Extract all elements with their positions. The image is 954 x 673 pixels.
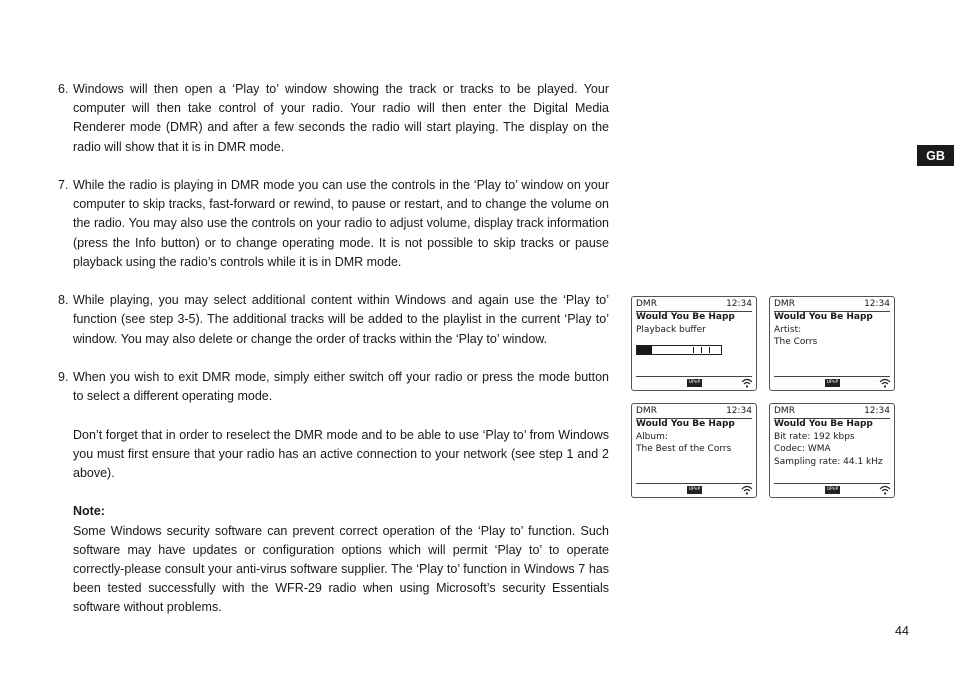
display-mode: DMR bbox=[774, 299, 795, 309]
display-line: The Corrs bbox=[774, 337, 818, 347]
display-track: Would You Be Happ bbox=[774, 312, 873, 322]
step-number: 8. bbox=[58, 293, 69, 308]
note-title: Note: bbox=[73, 504, 105, 519]
step-9 bbox=[58, 368, 609, 406]
display-line: Codec: WMA bbox=[774, 444, 831, 454]
page-number: 44 bbox=[895, 624, 909, 638]
display-line: Playback buffer bbox=[636, 324, 706, 335]
buffer-progress-bar bbox=[636, 345, 722, 355]
display-mode: DMR bbox=[774, 406, 795, 416]
upnp-badge: UPnP bbox=[688, 487, 701, 492]
step-8 bbox=[58, 291, 609, 349]
step-text: While the radio is playing in DMR mode you can use the controls in the ‘Play to’ window on your computer to skip tracks, fast-forward or rewind, to pause or restart, and to change the volume on the radio. You may also use the controls on your radio to adjust volume, display track information (press the Info button) or to change operating mode. It is not possible to skip tracks or pause playback using the radio’s controls while it is in DMR mode. bbox=[73, 178, 609, 269]
display-line: Artist: bbox=[774, 324, 802, 335]
display-line: The Best of the Corrs bbox=[636, 444, 732, 454]
display-track: Would You Be Happ bbox=[636, 312, 735, 322]
upnp-badge: UPnP bbox=[826, 487, 839, 492]
upnp-badge: UPnP bbox=[826, 380, 839, 385]
display-line: Album: bbox=[636, 431, 668, 442]
radio-display-artist bbox=[769, 296, 895, 391]
display-mode: DMR bbox=[636, 406, 657, 416]
step-6 bbox=[58, 80, 609, 157]
instructions-body bbox=[58, 80, 609, 618]
step-text: When you wish to exit DMR mode, simply either switch off your radio or press the mode button to select a different operating mode. bbox=[73, 370, 609, 404]
display-line: Bit rate: 192 kbps bbox=[774, 431, 855, 442]
radio-display-codec bbox=[769, 403, 895, 498]
step-7 bbox=[58, 176, 609, 272]
display-time: 12:34 bbox=[864, 406, 890, 416]
reminder-paragraph: Don’t forget that in order to reselect the DMR mode and to be able to use ‘Play to’ from Windows you must first ensure that your radio has an active connection to your network (see step 1 and 2 above). bbox=[73, 427, 609, 480]
step-text: While playing, you may select additional content within Windows and again use the ‘Play to’ function (see step 3-5). The additional tracks will be added to the playlist in the current ‘Play to’ window. You may also delete or change the order of tracks within the ‘Play to’ window. bbox=[73, 293, 609, 346]
wifi-signal-icon bbox=[741, 485, 753, 495]
note-text: Some Windows security software can prevent correct operation of the ‘Play to’ function. Such software may have updates or configuration options which will permit ‘Play to’ to operate correctly-please consult your anti-virus software supplier. The ‘Play to’ function in Windows 7 has been tested successfully with the WFR-29 radio when using Microsoft’s security Essentials software without problems. bbox=[73, 523, 609, 615]
display-time: 12:34 bbox=[864, 299, 890, 309]
step-number: 7. bbox=[58, 178, 69, 192]
display-time: 12:34 bbox=[726, 299, 752, 309]
step-number: 9. bbox=[58, 370, 69, 384]
display-track: Would You Be Happ bbox=[636, 419, 735, 429]
radio-display-buffer bbox=[631, 296, 757, 391]
step-text: Windows will then open a ‘Play to’ window showing the track or tracks to be played. Your computer will then take control of your radio. Your radio will then enter the Digital Media Renderer mode (DMR) and after a few seconds the radio will start playing. The display on the radio will show that it is in DMR mode. bbox=[73, 82, 609, 154]
display-line: Sampling rate: 44.1 kHz bbox=[774, 456, 883, 467]
buffer-ticks bbox=[637, 346, 721, 354]
language-tab: GB bbox=[917, 145, 954, 166]
display-track: Would You Be Happ bbox=[774, 419, 873, 429]
upnp-badge: UPnP bbox=[688, 380, 701, 385]
wifi-signal-icon bbox=[741, 378, 753, 388]
radio-display-album bbox=[631, 403, 757, 498]
wifi-signal-icon bbox=[879, 378, 891, 388]
step-number: 6. bbox=[58, 82, 69, 96]
wifi-signal-icon bbox=[879, 485, 891, 495]
display-mode: DMR bbox=[636, 299, 657, 309]
display-time: 12:34 bbox=[726, 406, 752, 416]
